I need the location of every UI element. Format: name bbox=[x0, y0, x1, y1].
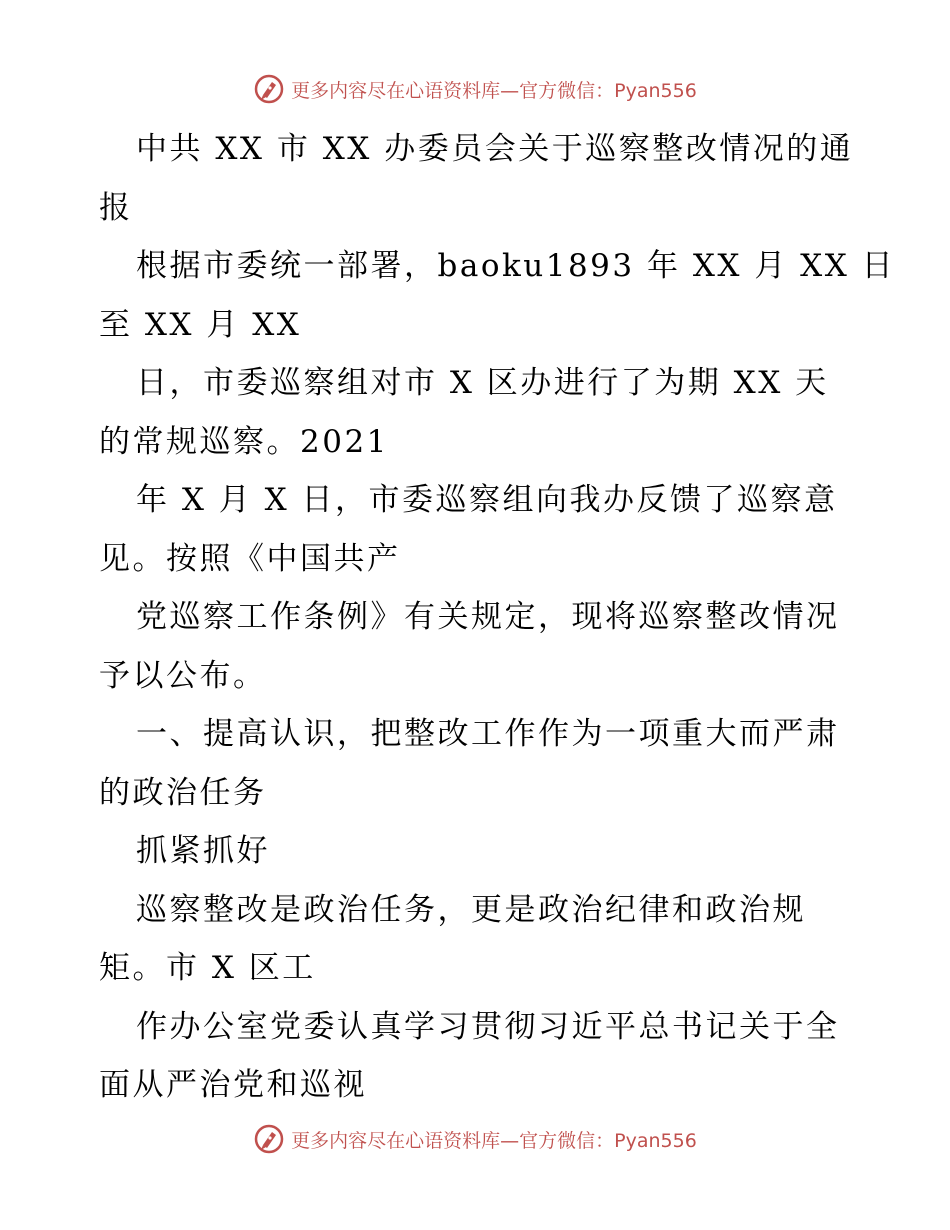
footer-watermark bbox=[0, 1122, 950, 1156]
watermark-text: 更多内容尽在心语资料库—官方微信：Pyan556 bbox=[291, 1129, 697, 1152]
document-line: 年 X 月 X 日，市委巡察组向我办反馈了巡察意 bbox=[136, 482, 838, 518]
document-line: 矩。市 X 区工 bbox=[99, 950, 316, 986]
document-body bbox=[99, 120, 896, 1115]
document-line: 见。按照《中国共产 bbox=[99, 540, 401, 577]
pen-nib-circle-icon bbox=[253, 73, 285, 105]
document-line: 巡察整改是政治任务，更是政治纪律和政治规 bbox=[136, 891, 806, 928]
document-line: 根据市委统一部署，baoku1893 年 XX 月 XX 日 bbox=[136, 248, 896, 284]
watermark-text: 更多内容尽在心语资料库—官方微信：Pyan556 bbox=[291, 79, 697, 102]
document-line: 日，市委巡察组对市 X 区办进行了为期 XX 天 bbox=[136, 365, 829, 401]
document-line: 一、提高认识，把整改工作作为一项重大而严肃 bbox=[136, 716, 840, 752]
document-line: 的常规巡察。2021 bbox=[99, 423, 389, 460]
header-watermark bbox=[0, 72, 950, 106]
pen-nib-circle-icon bbox=[253, 1123, 285, 1155]
document-line: 予以公布。 bbox=[99, 657, 267, 694]
document-line: 中共 XX 市 XX 办委员会关于巡察整改情况的通 bbox=[136, 131, 854, 167]
document-line: 至 XX 月 XX bbox=[99, 306, 302, 343]
document-line: 面从严治党和巡视 bbox=[99, 1067, 367, 1103]
document-line: 抓紧抓好 bbox=[136, 833, 270, 869]
document-line: 的政治任务 bbox=[99, 774, 267, 811]
document-line: 作办公室党委认真学习贯彻习近平总书记关于全 bbox=[136, 1008, 840, 1045]
document-line: 党巡察工作条例》有关规定，现将巡察整改情况 bbox=[136, 599, 840, 635]
document-line: 报 bbox=[99, 189, 133, 226]
